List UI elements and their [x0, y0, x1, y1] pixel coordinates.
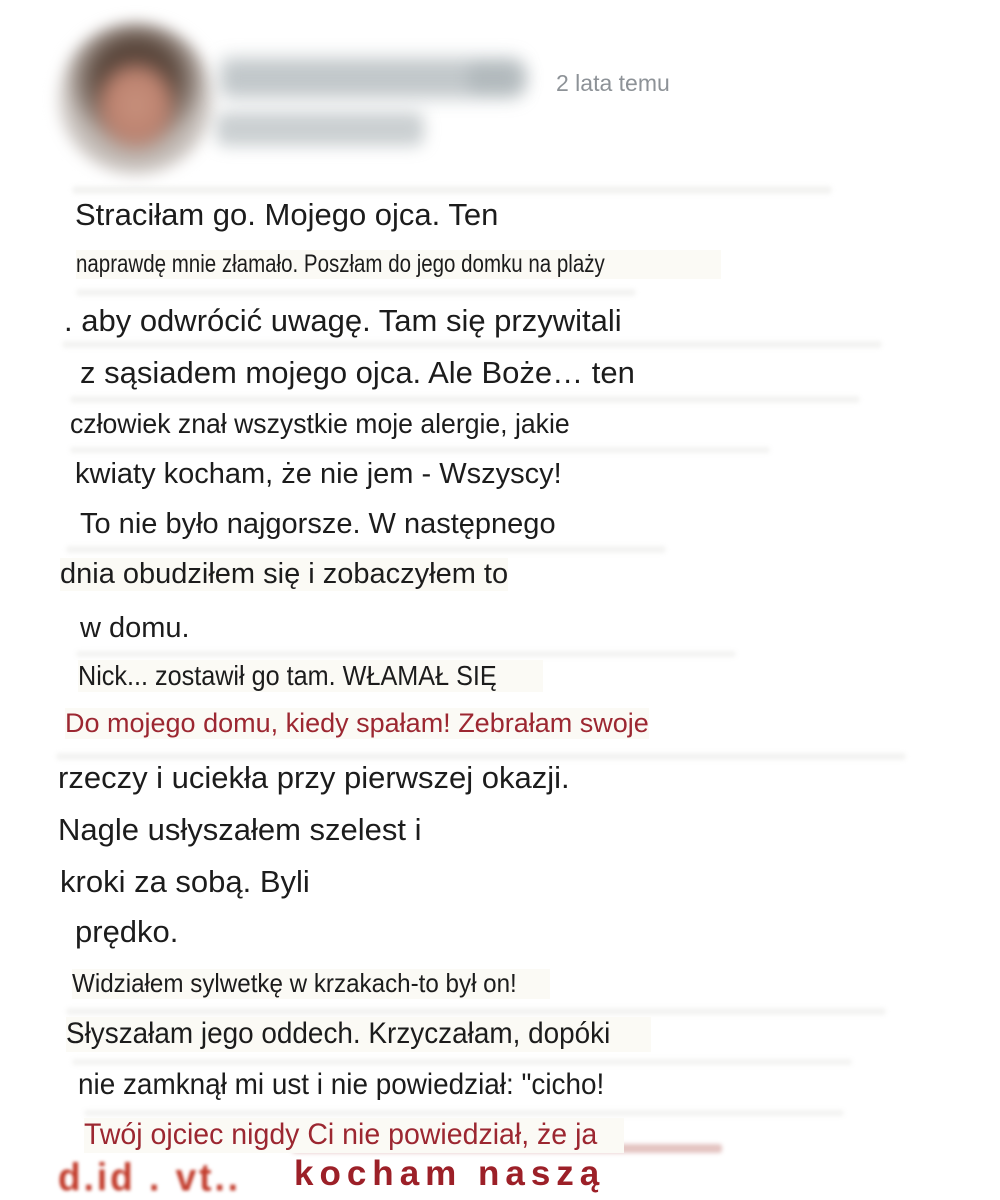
avatar[interactable]: [57, 22, 215, 176]
story-line-text: Widziałem sylwetkę w krzakach-to był on!: [72, 968, 517, 998]
story-line: [78, 660, 543, 692]
story-line: [76, 250, 721, 279]
story-line: kwiaty kocham, że nie jem - Wszyscy!: [75, 458, 562, 490]
story-line: prędko.: [75, 914, 179, 949]
story-line: [70, 408, 596, 440]
ghost-artifact: [72, 186, 832, 194]
story-line: [84, 1118, 624, 1153]
story-line-text: nie zamknął mi ust i nie powiedział: "cicho!: [78, 1068, 605, 1101]
ghost-artifact: [62, 341, 882, 348]
story-line: w domu.: [80, 612, 190, 644]
garbled-underlying-text: d.id . vt..: [58, 1156, 242, 1200]
story-line: dnia obudziłem się i zobaczyłem to: [60, 558, 509, 590]
ghost-artifact: [70, 447, 770, 453]
story-line-text: Twój ojciec nigdy Ci nie powiedział, że ja: [84, 1118, 598, 1151]
story-line: [72, 969, 550, 999]
story-line: [66, 1017, 651, 1052]
ghost-artifact: [72, 1059, 852, 1065]
username-redacted-blur-tail: [468, 64, 528, 92]
story-line: . aby odwrócić uwagę. Tam się przywitali: [64, 303, 622, 338]
story-line: Nagle usłyszałem szelest i: [58, 812, 422, 847]
story-line-text: Nick... zostawił go tam. WŁAMAŁ SIĘ: [78, 660, 497, 691]
ghost-artifact: [76, 651, 736, 657]
ghost-artifact: [66, 546, 666, 553]
story-line: rzeczy i uciekła przy pierwszej okazji.: [58, 760, 570, 795]
story-line-text: naprawdę mnie złamało. Poszłam do jego domku na plaży: [76, 250, 605, 278]
story-line: z sąsiadem mojego ojca. Ale Boże… ten: [80, 355, 635, 390]
story-line: Straciłam go. Mojego ojca. Ten: [75, 197, 499, 232]
subtitle-redacted-blur: [216, 112, 424, 146]
ghost-artifact: [84, 1110, 844, 1116]
ghost-artifact: [56, 753, 906, 760]
story-line: [78, 1068, 644, 1103]
post-timestamp: 2 lata temu: [556, 70, 670, 96]
story-line: To nie było najgorsze. W następnego: [80, 508, 556, 540]
story-line: Do mojego domu, kiedy spałam! Zebrałam swoje: [65, 708, 649, 738]
story-line-text: człowiek znał wszystkie moje alergie, jakie: [70, 408, 570, 439]
ghost-artifact: [76, 289, 636, 296]
story-line: kroki za sobą. Byli: [60, 864, 310, 899]
ghost-artifact: [70, 396, 860, 403]
story-line-clipped: kocham naszą: [294, 1154, 606, 1193]
ghost-artifact: [66, 1008, 886, 1015]
story-line-text: Słyszałam jego oddech. Krzyczałam, dopóki: [66, 1017, 611, 1050]
